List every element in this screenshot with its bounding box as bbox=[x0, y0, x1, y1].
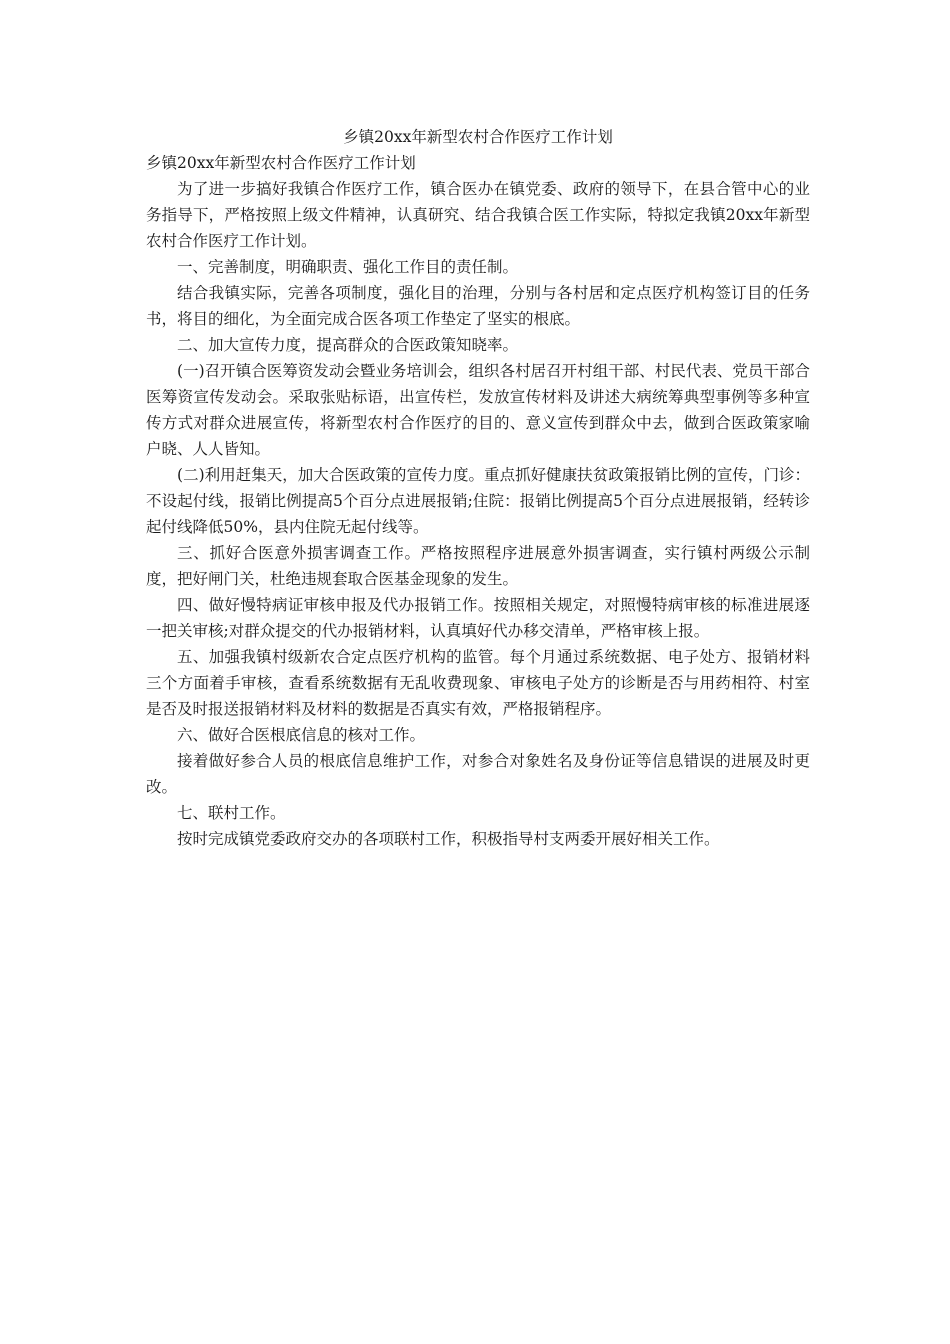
paragraph-6: 接着做好参合人员的根底信息维护工作，对参合对象姓名及身份证等信息错误的进展及时更改。 bbox=[146, 752, 810, 796]
paragraph-2-2: (二)利用赶集天，加大合医政策的宣传力度。重点抓好健康扶贫政策报销比例的宣传，门诊：不设起付线，报销比例提高5个百分点进展报销;住院：报销比例提高5个百分点进展报销，经转诊起付线降低50%，县内住院无起付线等。 bbox=[146, 466, 810, 536]
section-heading-7: 七、联村工作。 bbox=[177, 804, 286, 822]
section-heading-1: 一、完善制度，明确职责、强化工作目的责任制。 bbox=[177, 258, 519, 276]
paragraph-7: 按时完成镇党委政府交办的各项联村工作，积极指导村支两委开展好相关工作。 bbox=[177, 830, 720, 848]
section-heading-2: 二、加大宣传力度，提高群众的合医政策知晓率。 bbox=[177, 336, 519, 354]
document-subtitle: 乡镇20xx年新型农村合作医疗工作计划 bbox=[146, 154, 416, 172]
section-heading-6: 六、做好合医根底信息的核对工作。 bbox=[177, 726, 426, 744]
document-body bbox=[146, 124, 810, 852]
paragraph-1: 结合我镇实际，完善各项制度，强化目的治理，分别与各村居和定点医疗机构签订目的任务书，将目的细化，为全面完成合医各项工作垫定了坚实的根底。 bbox=[146, 284, 810, 328]
paragraph-3: 三、抓好合医意外损害调查工作。严格按照程序进展意外损害调查，实行镇村两级公示制度，把好闸门关，杜绝违规套取合医基金现象的发生。 bbox=[146, 544, 810, 588]
paragraph-5: 五、加强我镇村级新农合定点医疗机构的监管。每个月通过系统数据、电子处方、报销材料三个方面着手审核，查看系统数据有无乱收费现象、审核电子处方的诊断是否与用药相符、村室是否及时报送报销材料及材料的数据是否真实有效，严格报销程序。 bbox=[146, 648, 810, 718]
paragraph-2-1: (一)召开镇合医筹资发动会暨业务培训会，组织各村居召开村组干部、村民代表、党员干部合医筹资宣传发动会。采取张贴标语，出宣传栏，发放宣传材料及讲述大病统筹典型事例等多种宣传方式对群众进展宣传，将新型农村合作医疗的目的、意义宣传到群众中去，做到合医政策家喻户晓、人人皆知。 bbox=[146, 362, 810, 458]
paragraph-intro: 为了进一步搞好我镇合作医疗工作，镇合医办在镇党委、政府的领导下，在县合管中心的业务指导下，严格按照上级文件精神，认真研究、结合我镇合医工作实际，特拟定我镇20xx年新型农村合作医疗工作计划。 bbox=[146, 180, 810, 250]
document-title: 乡镇20xx年新型农村合作医疗工作计划 bbox=[343, 128, 613, 146]
paragraph-4: 四、做好慢特病证审核申报及代办报销工作。按照相关规定，对照慢特病审核的标准进展逐一把关审核;对群众提交的代办报销材料，认真填好代办移交清单，严格审核上报。 bbox=[146, 596, 810, 640]
